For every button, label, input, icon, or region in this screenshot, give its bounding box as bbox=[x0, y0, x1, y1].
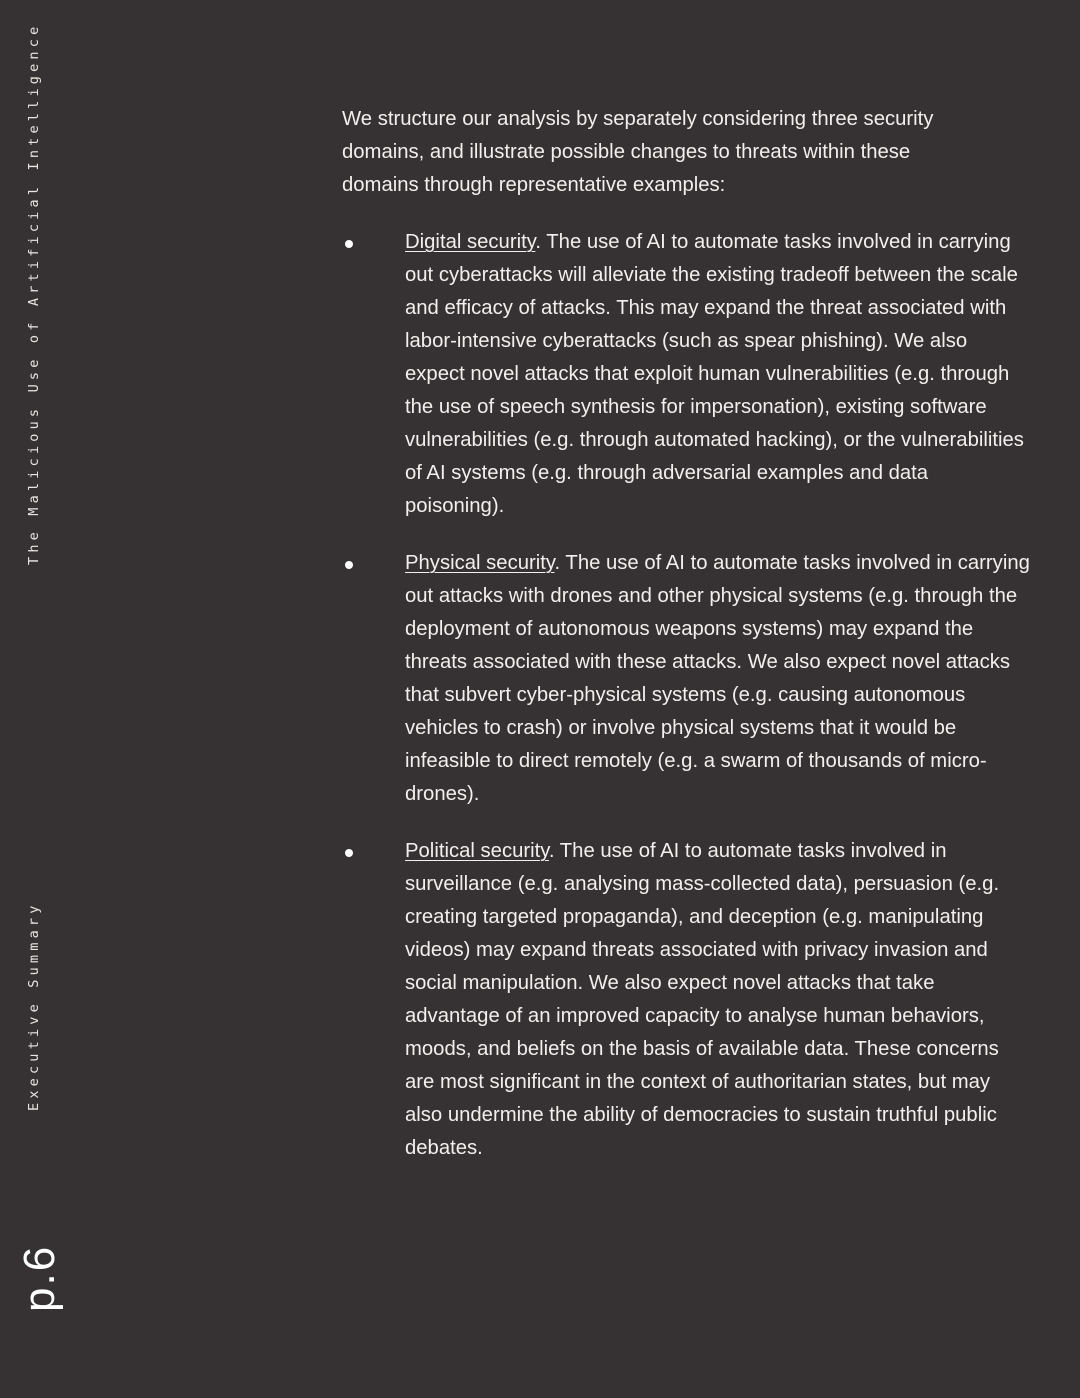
page-number: p.6 bbox=[15, 1244, 64, 1312]
main-content bbox=[342, 103, 1032, 1189]
digital-security-description: . The use of AI to automate tasks involved in carrying out cyberattacks will alleviate the existing tradeoff between the scale and efficacy of attacks. This may expand the threat associated with labor-intensive cyberattacks (such as spear phishing). We also expect novel attacks that exploit human vulnerabilities (e.g. through the use of speech synthesis for impersonation), existing software vulnerabilities (e.g. through automated hacking), or the vulnerabilities of AI systems (e.g. through adversarial examples and data poisoning). bbox=[405, 231, 1024, 517]
list-item-physical-security bbox=[342, 547, 1032, 811]
bullet-icon bbox=[345, 240, 353, 248]
list-item-political-security bbox=[342, 835, 1032, 1165]
list-item-text bbox=[405, 547, 1032, 811]
list-item-text bbox=[405, 835, 1032, 1165]
bullet-icon bbox=[345, 561, 353, 569]
term-political-security: Political security bbox=[405, 840, 549, 862]
section-title: Executive Summary bbox=[26, 901, 42, 1111]
term-digital-security: Digital security bbox=[405, 231, 536, 253]
intro-paragraph: We structure our analysis by separately considering three security domains, and illustrate possible changes to threats within these domains through representative examples: bbox=[342, 108, 934, 196]
term-physical-security: Physical security bbox=[405, 552, 555, 574]
document-title: The Malicious Use of Artificial Intelligence bbox=[26, 22, 42, 565]
list-item-digital-security bbox=[342, 226, 1032, 523]
bullet-icon bbox=[345, 849, 353, 857]
political-security-description: . The use of AI to automate tasks involved in surveillance (e.g. analysing mass-collected data), persuasion (e.g. creating targeted propaganda), and deception (e.g. manipulating videos) may expand threats associated with privacy invasion and social manipulation. We also expect novel attacks that take advantage of an improved capacity to analyse human behaviors, moods, and beliefs on the basis of available data. These concerns are most significant in the context of authoritarian states, but may also undermine the ability of democracies to sustain truthful public debates. bbox=[405, 840, 1000, 1159]
physical-security-description: . The use of AI to automate tasks involved in carrying out attacks with drones and other physical systems (e.g. through the deployment of autonomous weapons systems) may expand the threats associated with these attacks. We also expect novel attacks that subvert cyber-physical systems (e.g. causing autonomous vehicles to crash) or involve physical systems that it would be infeasible to direct remotely (e.g. a swarm of thousands of micro-drones). bbox=[405, 552, 1030, 805]
list-item-text bbox=[405, 226, 1032, 523]
